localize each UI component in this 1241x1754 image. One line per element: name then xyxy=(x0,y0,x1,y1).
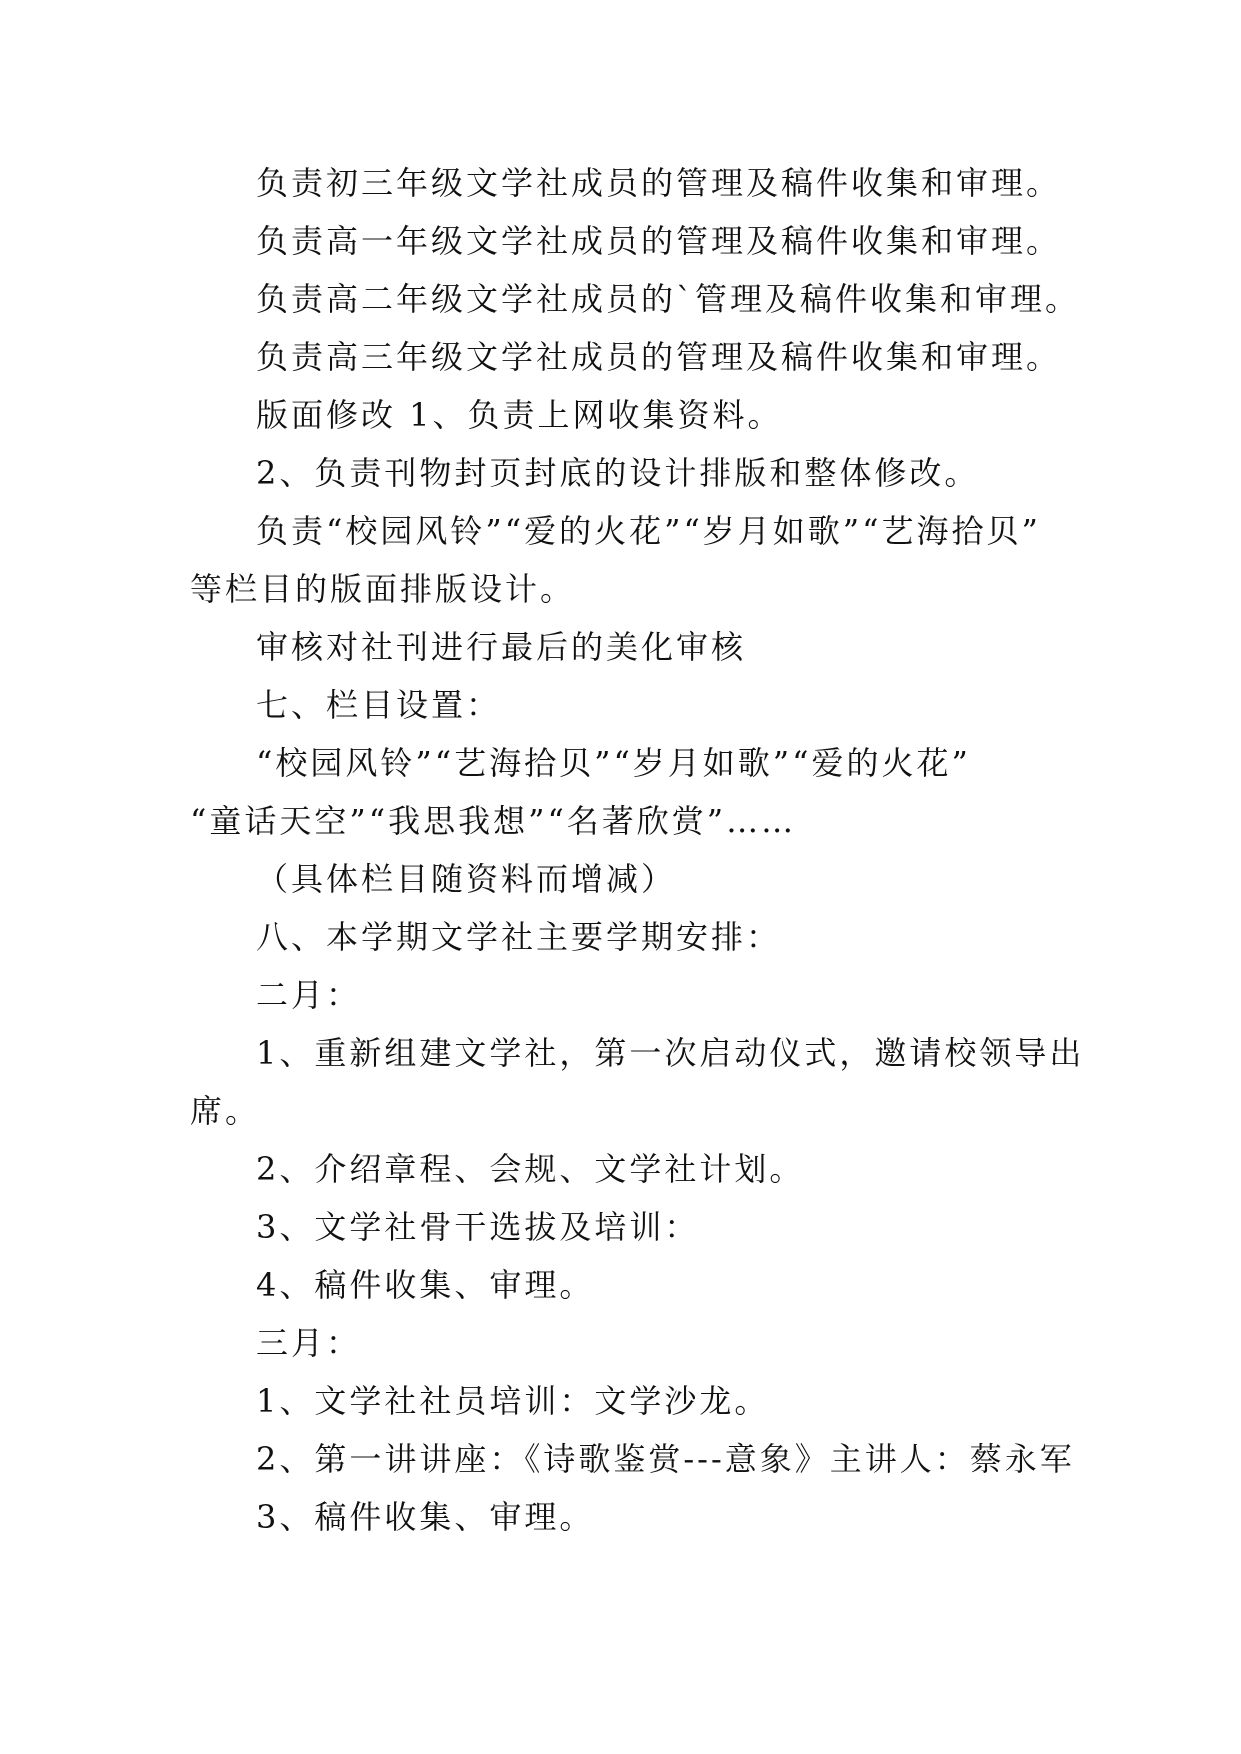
list-item: 1、文学社社员培训：文学沙龙。 xyxy=(256,1382,770,1420)
list-item: 3、稿件收集、审理。 xyxy=(256,1498,595,1536)
paragraph-line: 负责“校园风铃”“爱的火花”“岁月如歌”“艺海拾贝” xyxy=(256,512,1041,550)
paragraph: 负责高一年级文学社成员的管理及稿件收集和审理。 xyxy=(256,222,1062,260)
paragraph: 审核对社刊进行最后的美化审核 xyxy=(256,628,747,666)
document-body xyxy=(190,154,1085,1546)
paragraph-continuation-line: “童话天空”“我思我想”“名著欣赏”…… xyxy=(190,802,797,840)
month-heading: 二月： xyxy=(256,976,362,1014)
list-item: 2、第一讲讲座：《诗歌鉴赏---意象》主讲人：蔡永军 xyxy=(256,1440,1075,1478)
paragraph-line: 1、重新组建文学社，第一次启动仪式，邀请校领导出 xyxy=(256,1034,1085,1072)
paragraph-line: “校园风铃”“艺海拾贝”“岁月如歌”“爱的火花” xyxy=(256,744,971,782)
paragraph: 负责初三年级文学社成员的管理及稿件收集和审理。 xyxy=(256,164,1062,202)
paragraph: 负责高三年级文学社成员的管理及稿件收集和审理。 xyxy=(256,338,1062,376)
list-item: 4、稿件收集、审理。 xyxy=(256,1266,595,1304)
list-item: 2、介绍章程、会规、文学社计划。 xyxy=(256,1150,805,1188)
paragraph: 版面修改 1、负责上网收集资料。 xyxy=(256,396,783,434)
paragraph: 负责高二年级文学社成员的`管理及稿件收集和审理。 xyxy=(256,280,1081,318)
paragraph: 2、负责刊物封页封底的设计排版和整体修改。 xyxy=(256,454,980,492)
month-heading: 三月： xyxy=(256,1324,362,1362)
section-heading: 八、本学期文学社主要学期安排： xyxy=(256,918,782,956)
paragraph-continuation-line: 等栏目的版面排版设计。 xyxy=(190,570,576,608)
section-heading: 七、栏目设置： xyxy=(256,686,502,724)
paragraph-continuation-line: 席。 xyxy=(190,1092,261,1130)
list-item: 3、文学社骨干选拔及培训： xyxy=(256,1208,700,1246)
paragraph: （具体栏目随资料而增减） xyxy=(256,860,677,898)
